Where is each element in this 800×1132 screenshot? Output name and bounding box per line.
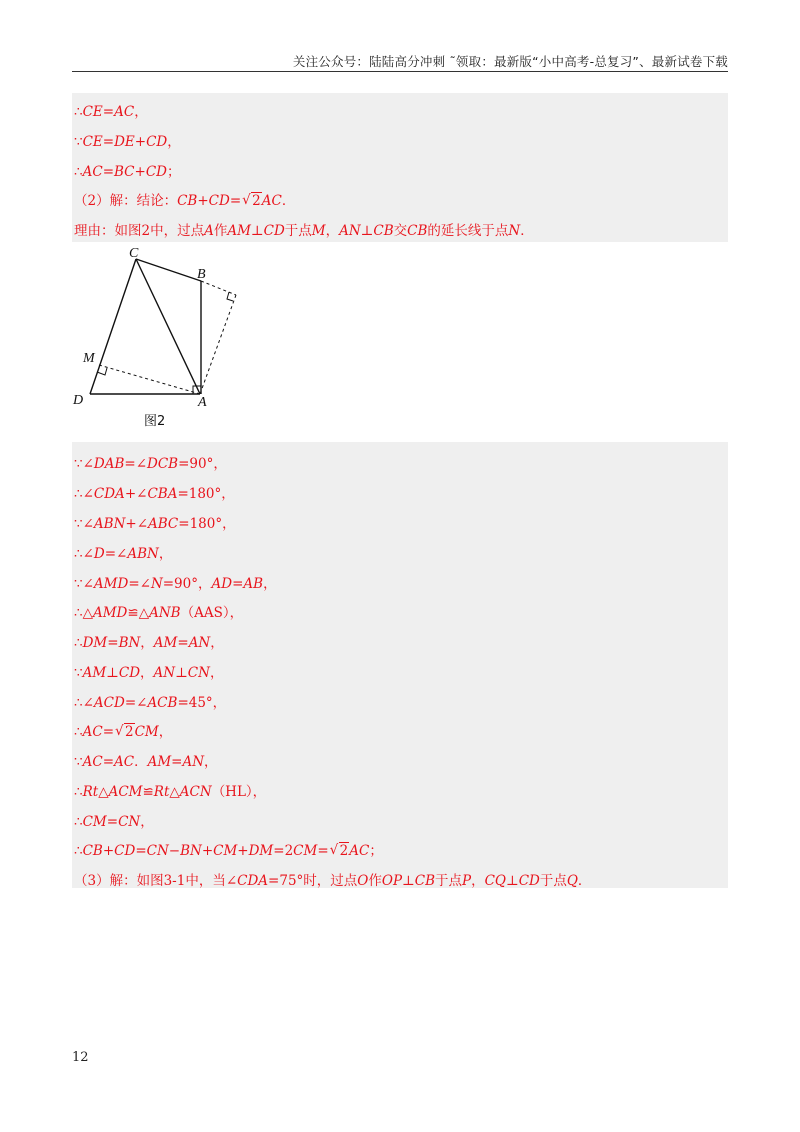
proof-line-20: （3）解：如图3-1中，当∠CDA=75°时，过点O作OP⊥CB于点P，CQ⊥CD于点Q． [74, 873, 592, 889]
label-C: C [129, 246, 139, 261]
proof-line-6: ∵∠DAB=∠DCB=90°， [74, 456, 227, 472]
geometry-figure-2 [72, 245, 240, 431]
proof-line-16: ∵AC=AC．AM=AN， [74, 754, 218, 770]
proof-line-2: ∵CE=DE+CD， [74, 134, 181, 150]
proof-line-1: ∴CE=AC， [74, 104, 148, 120]
label-B: B [197, 267, 206, 282]
proof-line-19: ∴CB+CD=CN−BN+CM+DM=2CM=√ 2AC； [74, 839, 383, 859]
segment-NA [200, 295, 236, 394]
proof-line-14: ∴∠ACD=∠ACB=45°， [74, 695, 227, 711]
proof-line-11: ∴△AMD≌△ANB（AAS）， [74, 605, 244, 621]
right-angle-N [227, 292, 233, 301]
segment-CB [136, 259, 201, 281]
page-header [72, 52, 728, 72]
proof-line-8: ∵∠ABN+∠ABC=180°， [74, 516, 236, 532]
proof-line-5: 理由：如图2中，过点A作AM⊥CD于点M，AN⊥CB交CB的延长线于点N． [74, 223, 534, 239]
proof-line-13: ∵AM⊥CD，AN⊥CN， [74, 665, 224, 681]
figure-svg [72, 245, 240, 431]
header-rule [72, 71, 728, 72]
proof-line-7: ∴∠CDA+∠CBA=180°， [74, 486, 235, 502]
segment-CA [136, 259, 200, 394]
segment-MA [99, 365, 200, 394]
proof-line-3: ∴AC=BC+CD； [74, 164, 181, 180]
label-A: A [198, 395, 207, 410]
label-D: D [73, 393, 84, 408]
header-text: 关注公众号：陆陆高分冲刺 ˜领取：最新版“小中高考-总复习”、最新试卷下载 [292, 54, 728, 69]
segment-BN [201, 281, 236, 295]
page-number: 12 [72, 1050, 89, 1065]
label-M: M [83, 351, 95, 366]
proof-line-18: ∴CM=CN， [74, 814, 154, 830]
figure-caption: 图2 [144, 414, 166, 429]
proof-line-17: ∴Rt△ACM≌Rt△ACN（HL）， [74, 784, 267, 800]
proof-line-4: （2）解：结论：CB+CD=√ 2AC． [74, 189, 295, 209]
proof-line-10: ∵∠AMD=∠N=90°，AD=AB， [74, 576, 277, 592]
proof-line-15: ∴AC=√ 2CM， [74, 720, 172, 740]
proof-line-12: ∴DM=BN，AM=AN， [74, 635, 224, 651]
proof-line-9: ∴∠D=∠ABN， [74, 546, 173, 562]
